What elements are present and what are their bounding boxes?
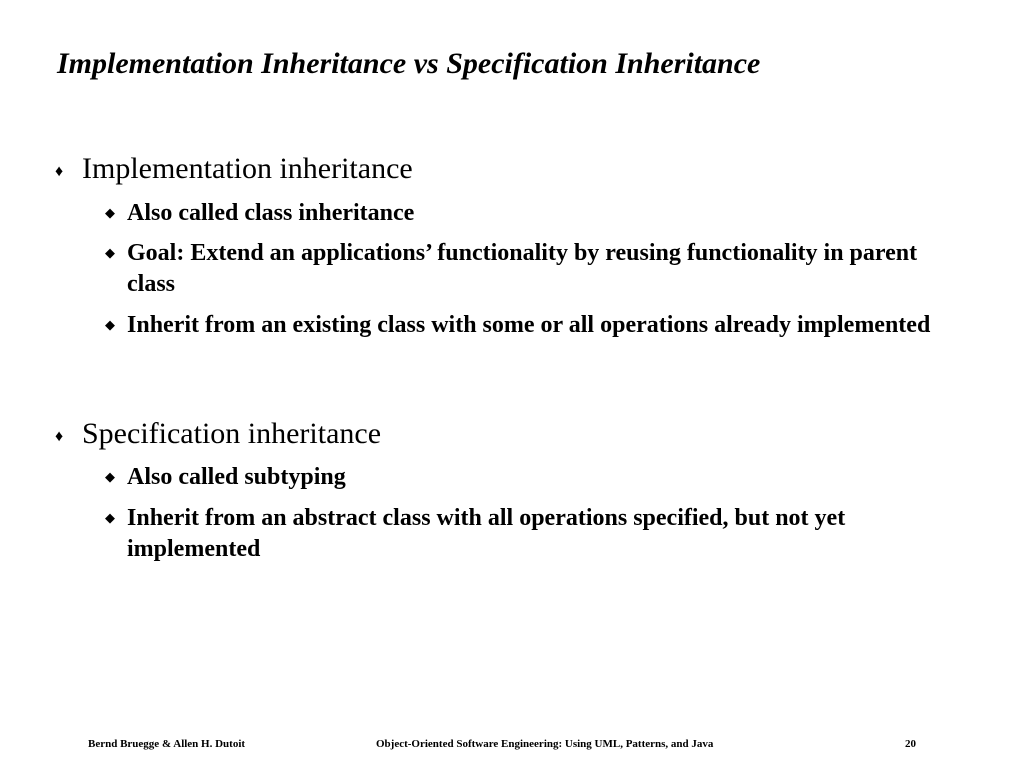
diamond-bullet-icon: ♦ xyxy=(55,428,64,445)
list-item xyxy=(105,198,965,229)
diamond-bullet-icon: ♦ xyxy=(55,163,64,180)
footer-page-number: 20 xyxy=(905,738,916,750)
diamond-bullet-icon: ◆ xyxy=(105,510,115,525)
diamond-bullet-icon: ◆ xyxy=(105,245,115,260)
list-item-text: Inherit from an existing class with some or all operations already implemented xyxy=(127,312,931,338)
diamond-bullet-icon: ◆ xyxy=(105,205,115,220)
list-item xyxy=(105,238,965,300)
footer-authors: Bernd Bruegge & Allen H. Dutoit xyxy=(88,738,246,750)
slide-title: Implementation Inheritance vs Specification Inheritance xyxy=(57,47,761,80)
section-heading-text: Implementation inheritance xyxy=(82,152,413,185)
list-item-text: Also called class inheritance xyxy=(127,200,415,226)
list-item-text: Inherit from an abstract class with all operations specified, but not yet implemented xyxy=(127,505,846,562)
footer-book-title: Object-Oriented Software Engineering: Using UML, Patterns, and Java xyxy=(376,738,714,750)
list-item xyxy=(105,310,965,341)
list-item xyxy=(105,503,965,565)
list-item-text: Goal: Extend an applications’ functionality by reusing functionality in parent class xyxy=(127,240,918,297)
list-item-text: Also called subtyping xyxy=(127,464,346,490)
section-heading-text: Specification inheritance xyxy=(82,417,382,450)
diamond-bullet-icon: ◆ xyxy=(105,469,115,484)
list-item xyxy=(105,462,965,493)
diamond-bullet-icon: ◆ xyxy=(105,317,115,332)
